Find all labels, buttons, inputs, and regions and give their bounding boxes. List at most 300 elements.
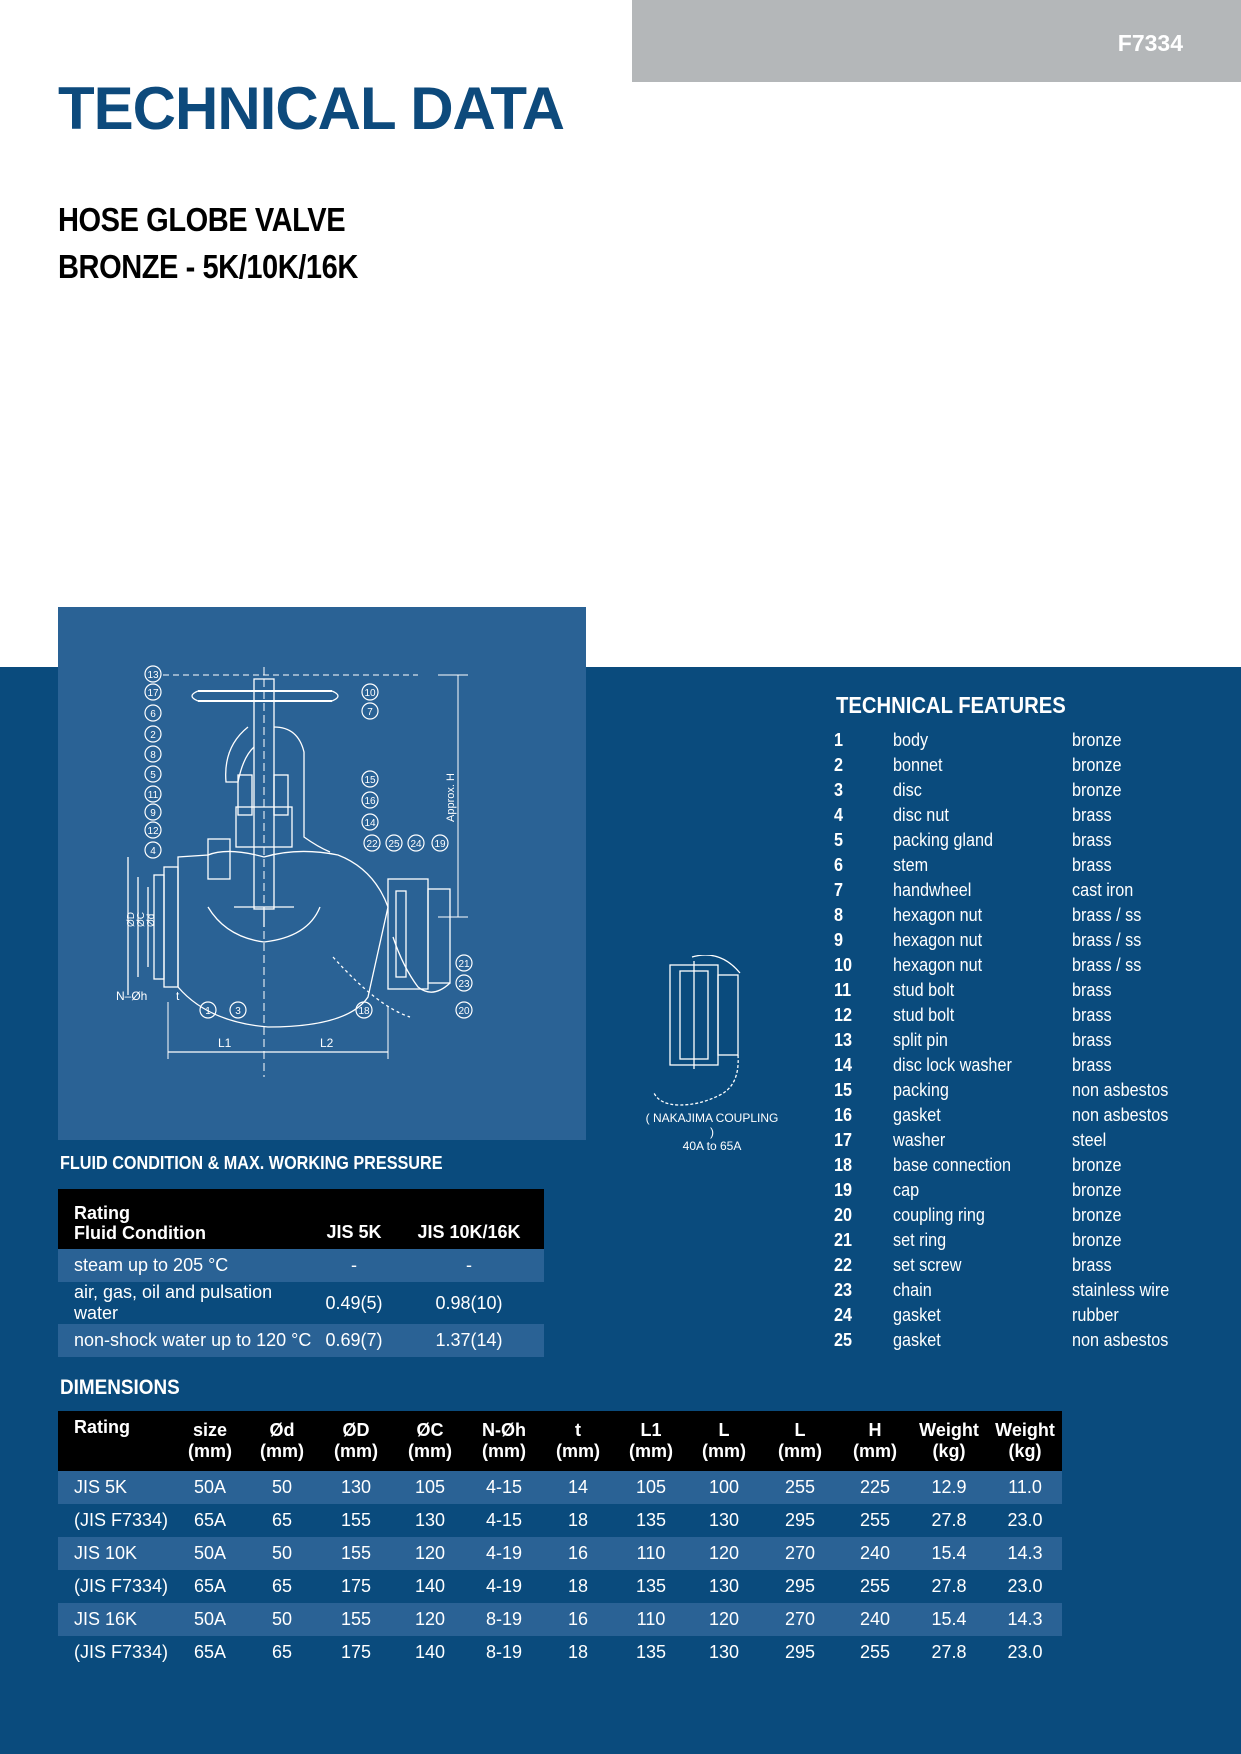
feature-part: hexagon nut bbox=[893, 930, 983, 950]
svg-text:5: 5 bbox=[150, 770, 156, 781]
callout-12 bbox=[145, 822, 161, 838]
feature-part: chain bbox=[893, 1280, 932, 1300]
feature-number: 25 bbox=[834, 1330, 853, 1350]
feature-number: 10 bbox=[834, 955, 853, 975]
feature-row bbox=[834, 1180, 1234, 1205]
svg-text:17: 17 bbox=[147, 688, 159, 699]
feature-material: brass bbox=[1072, 1005, 1112, 1025]
dimensions-cell: 295 bbox=[760, 1570, 840, 1603]
dimensions-cell: 65A bbox=[174, 1504, 246, 1537]
dimensions-cell: 18 bbox=[542, 1636, 614, 1669]
feature-part: stud bolt bbox=[893, 1005, 955, 1025]
dimensions-cell: 270 bbox=[760, 1537, 840, 1570]
fluid-header-jis10: JIS 10K/16K bbox=[394, 1189, 544, 1249]
feature-material: brass bbox=[1072, 1055, 1112, 1075]
feature-material: non asbestos bbox=[1072, 1330, 1169, 1350]
feature-row bbox=[834, 1080, 1234, 1105]
feature-material: bronze bbox=[1072, 755, 1122, 775]
feature-number: 4 bbox=[834, 805, 844, 825]
fluid-row bbox=[58, 1249, 544, 1282]
feature-number: 24 bbox=[834, 1305, 853, 1325]
feature-row bbox=[834, 1030, 1234, 1055]
feature-material: bronze bbox=[1072, 1230, 1122, 1250]
fluid-condition: air, gas, oil and pulsation water bbox=[58, 1282, 314, 1324]
callout-20 bbox=[456, 1002, 472, 1018]
dimensions-cell: 255 bbox=[840, 1636, 910, 1669]
dimensions-cell: 4-19 bbox=[466, 1537, 542, 1570]
feature-material: stainless wire bbox=[1072, 1280, 1170, 1300]
dimensions-cell: 4-19 bbox=[466, 1570, 542, 1603]
dimensions-cell: 175 bbox=[318, 1570, 394, 1603]
feature-row bbox=[834, 1105, 1234, 1130]
header-unit: (mm) bbox=[334, 1441, 378, 1461]
header-unit: (mm) bbox=[629, 1441, 673, 1461]
feature-number: 15 bbox=[834, 1080, 853, 1100]
dimensions-cell: 11.0 bbox=[988, 1471, 1062, 1504]
dimensions-cell: 135 bbox=[614, 1504, 688, 1537]
dimensions-row bbox=[58, 1471, 1062, 1504]
feature-row bbox=[834, 780, 1234, 805]
feature-material: cast iron bbox=[1072, 880, 1134, 900]
dimensions-cell: 27.8 bbox=[910, 1570, 988, 1603]
dimensions-cell: 155 bbox=[318, 1603, 394, 1636]
feature-material: steel bbox=[1072, 1130, 1107, 1150]
svg-text:1: 1 bbox=[205, 1006, 211, 1017]
feature-material: bronze bbox=[1072, 780, 1122, 800]
feature-row bbox=[834, 1330, 1234, 1355]
feature-material: bronze bbox=[1072, 1205, 1122, 1225]
diagram-label-od: ØD bbox=[126, 912, 137, 927]
feature-material: brass / ss bbox=[1072, 955, 1142, 975]
feature-row bbox=[834, 805, 1234, 830]
header-label: Ød bbox=[269, 1420, 295, 1440]
feature-material: brass bbox=[1072, 855, 1112, 875]
dimensions-header-cell bbox=[840, 1411, 910, 1471]
svg-text:14: 14 bbox=[364, 818, 376, 829]
dimensions-header-cell bbox=[318, 1411, 394, 1471]
dimensions-cell: 130 bbox=[688, 1504, 760, 1537]
product-name: HOSE GLOBE VALVE bbox=[58, 201, 346, 238]
dimensions-row bbox=[58, 1603, 1062, 1636]
dimensions-header-cell bbox=[760, 1411, 840, 1471]
header-unit: (mm) bbox=[260, 1441, 304, 1461]
dimensions-cell: 120 bbox=[394, 1537, 466, 1570]
dimensions-header-cell bbox=[246, 1411, 318, 1471]
fluid-jis5-value: - bbox=[314, 1249, 394, 1282]
fluid-title: FLUID CONDITION & MAX. WORKING PRESSURE bbox=[60, 1153, 443, 1173]
dimensions-cell: (JIS F7334) bbox=[58, 1636, 174, 1669]
header-label: size bbox=[192, 1420, 228, 1440]
feature-part: bonnet bbox=[893, 755, 943, 775]
callout-18 bbox=[356, 1002, 372, 1018]
dimensions-cell: 295 bbox=[760, 1504, 840, 1537]
dimensions-cell: 15.4 bbox=[910, 1537, 988, 1570]
dimensions-cell: 120 bbox=[688, 1603, 760, 1636]
dimensions-cell: 27.8 bbox=[910, 1636, 988, 1669]
product-title bbox=[58, 196, 358, 290]
dimensions-cell: 16 bbox=[542, 1537, 614, 1570]
header-unit: (kg) bbox=[932, 1441, 966, 1461]
dimensions-cell: 50 bbox=[246, 1471, 318, 1504]
svg-text:22: 22 bbox=[366, 839, 378, 850]
callout-14 bbox=[362, 814, 378, 830]
dimensions-cell: 4-15 bbox=[466, 1471, 542, 1504]
feature-row bbox=[834, 755, 1234, 780]
callout-13 bbox=[145, 666, 161, 682]
header-unit: (mm) bbox=[482, 1441, 526, 1461]
feature-part: base connection bbox=[893, 1155, 1011, 1175]
dimensions-header-cell bbox=[394, 1411, 466, 1471]
feature-number: 1 bbox=[834, 730, 844, 750]
svg-text:9: 9 bbox=[150, 808, 156, 819]
svg-text:25: 25 bbox=[388, 839, 400, 850]
dimensions-cell: 50A bbox=[174, 1471, 246, 1504]
feature-row bbox=[834, 1230, 1234, 1255]
feature-row bbox=[834, 930, 1234, 955]
feature-part: gasket bbox=[893, 1305, 941, 1325]
callout-22 bbox=[364, 835, 380, 851]
feature-part: disc nut bbox=[893, 805, 949, 825]
dimensions-cell: 100 bbox=[688, 1471, 760, 1504]
dimensions-cell: 110 bbox=[614, 1537, 688, 1570]
dimensions-cell: 16 bbox=[542, 1603, 614, 1636]
diagram-label-noh: N–Øh bbox=[116, 989, 148, 1003]
coupling-caption bbox=[642, 1111, 782, 1153]
dimensions-cell: 18 bbox=[542, 1570, 614, 1603]
feature-row bbox=[834, 1130, 1234, 1155]
dimensions-row bbox=[58, 1636, 1062, 1669]
dimensions-row bbox=[58, 1537, 1062, 1570]
feature-number: 6 bbox=[834, 855, 844, 875]
dimensions-header-cell bbox=[58, 1411, 174, 1471]
dimensions-cell: 23.0 bbox=[988, 1570, 1062, 1603]
part-callouts bbox=[145, 666, 472, 1018]
dimensions-cell: 240 bbox=[840, 1537, 910, 1570]
feature-part: disc bbox=[893, 780, 922, 800]
feature-part: set ring bbox=[893, 1230, 947, 1250]
feature-part: packing bbox=[893, 1080, 949, 1100]
callout-3 bbox=[230, 1002, 246, 1018]
valve-drawing bbox=[58, 607, 586, 1140]
dimensions-cell: 65 bbox=[246, 1570, 318, 1603]
diagram-label-oc: ØC bbox=[136, 912, 147, 927]
feature-material: bronze bbox=[1072, 1155, 1122, 1175]
dimensions-cell: 255 bbox=[760, 1471, 840, 1504]
svg-text:20: 20 bbox=[458, 1006, 470, 1017]
dimensions-header-cell bbox=[542, 1411, 614, 1471]
feature-part: set screw bbox=[893, 1255, 962, 1275]
fluid-header-jis5: JIS 5K bbox=[314, 1189, 394, 1249]
dimensions-cell: JIS 10K bbox=[58, 1537, 174, 1570]
diagram-label-t: t bbox=[176, 989, 180, 1003]
dimensions-cell: 130 bbox=[394, 1504, 466, 1537]
feature-row bbox=[834, 730, 1234, 755]
feature-material: non asbestos bbox=[1072, 1105, 1169, 1125]
svg-text:10: 10 bbox=[364, 688, 376, 699]
callout-19 bbox=[432, 835, 448, 851]
header-label: N-Øh bbox=[482, 1420, 526, 1440]
feature-number: 23 bbox=[834, 1280, 853, 1300]
header-unit: (kg) bbox=[1008, 1441, 1042, 1461]
header-label: Weight bbox=[995, 1420, 1055, 1440]
dimensions-cell: 14 bbox=[542, 1471, 614, 1504]
features-list bbox=[834, 730, 1234, 1355]
callout-15 bbox=[362, 771, 378, 787]
feature-number: 20 bbox=[834, 1205, 853, 1225]
dimensions-title: DIMENSIONS bbox=[60, 1376, 180, 1399]
coupling-caption-line1: ( NAKAJIMA COUPLING ) bbox=[645, 1111, 779, 1139]
dimensions-cell: 135 bbox=[614, 1636, 688, 1669]
header-unit: (mm) bbox=[408, 1441, 452, 1461]
dimensions-cell: 130 bbox=[688, 1570, 760, 1603]
coupling-caption-line2: 40A to 65A bbox=[682, 1139, 742, 1153]
dimensions-header-cell bbox=[174, 1411, 246, 1471]
dimensions-cell: 65 bbox=[246, 1504, 318, 1537]
feature-material: brass bbox=[1072, 805, 1112, 825]
diagram-label-sd: Ød bbox=[146, 913, 157, 927]
dimensions-cell: 65A bbox=[174, 1636, 246, 1669]
dimensions-cell: (JIS F7334) bbox=[58, 1570, 174, 1603]
callout-23 bbox=[456, 975, 472, 991]
feature-number: 2 bbox=[834, 755, 844, 775]
feature-part: hexagon nut bbox=[893, 955, 983, 975]
feature-row bbox=[834, 880, 1234, 905]
svg-text:19: 19 bbox=[434, 839, 446, 850]
dimensions-cell: 120 bbox=[688, 1537, 760, 1570]
feature-part: handwheel bbox=[893, 880, 972, 900]
dimensions-cell: 295 bbox=[760, 1636, 840, 1669]
feature-number: 8 bbox=[834, 905, 844, 925]
fluid-row bbox=[58, 1282, 544, 1324]
svg-text:12: 12 bbox=[147, 826, 159, 837]
svg-text:8: 8 bbox=[150, 750, 156, 761]
feature-part: stud bolt bbox=[893, 980, 955, 1000]
feature-material: brass / ss bbox=[1072, 905, 1142, 925]
feature-row bbox=[834, 1305, 1234, 1330]
dimensions-header-cell bbox=[988, 1411, 1062, 1471]
feature-material: rubber bbox=[1072, 1305, 1119, 1325]
header-unit: (mm) bbox=[853, 1441, 897, 1461]
fluid-condition: non-shock water up to 120 °C bbox=[58, 1324, 314, 1357]
svg-text:24: 24 bbox=[410, 839, 422, 850]
diagram-label-l2: L2 bbox=[320, 1036, 334, 1050]
dimensions-header-row bbox=[58, 1411, 1062, 1471]
callout-10 bbox=[362, 684, 378, 700]
svg-text:2: 2 bbox=[150, 730, 156, 741]
feature-row bbox=[834, 1155, 1234, 1180]
feature-part: washer bbox=[893, 1130, 946, 1150]
header-code-bar bbox=[632, 0, 1241, 82]
svg-text:23: 23 bbox=[458, 979, 470, 990]
callout-6 bbox=[145, 705, 161, 721]
feature-part: packing gland bbox=[893, 830, 993, 850]
feature-part: body bbox=[893, 730, 929, 750]
dimensions-cell: 135 bbox=[614, 1570, 688, 1603]
fluid-header-fluid: Fluid Condition bbox=[74, 1223, 206, 1243]
callout-25 bbox=[386, 835, 402, 851]
dimensions-table bbox=[58, 1411, 1062, 1669]
callout-2 bbox=[145, 726, 161, 742]
header-unit: (mm) bbox=[702, 1441, 746, 1461]
header-unit: (mm) bbox=[556, 1441, 600, 1461]
dimensions-header-cell bbox=[688, 1411, 760, 1471]
feature-material: bronze bbox=[1072, 1180, 1122, 1200]
fluid-row bbox=[58, 1324, 544, 1357]
dimensions-cell: 14.3 bbox=[988, 1537, 1062, 1570]
dimensions-cell: 4-15 bbox=[466, 1504, 542, 1537]
svg-text:13: 13 bbox=[147, 670, 159, 681]
dimensions-cell: 105 bbox=[394, 1471, 466, 1504]
header-label: H bbox=[868, 1420, 882, 1440]
feature-material: brass bbox=[1072, 980, 1112, 1000]
fluid-table-header bbox=[58, 1189, 544, 1249]
diagram-label-l1: L1 bbox=[218, 1036, 232, 1050]
callout-16 bbox=[362, 792, 378, 808]
callout-9 bbox=[145, 804, 161, 820]
svg-text:16: 16 bbox=[364, 796, 376, 807]
dimensions-cell: 120 bbox=[394, 1603, 466, 1636]
dimensions-cell: 110 bbox=[614, 1603, 688, 1636]
callout-21 bbox=[456, 955, 472, 971]
dimensions-cell: (JIS F7334) bbox=[58, 1504, 174, 1537]
dimensions-cell: 12.9 bbox=[910, 1471, 988, 1504]
feature-material: brass / ss bbox=[1072, 930, 1142, 950]
feature-part: cap bbox=[893, 1180, 920, 1200]
callout-7 bbox=[362, 703, 378, 719]
dimensions-cell: 130 bbox=[318, 1471, 394, 1504]
dimensions-cell: 50A bbox=[174, 1603, 246, 1636]
feature-number: 11 bbox=[834, 980, 852, 1000]
callout-11 bbox=[145, 786, 161, 802]
fluid-jis10-value: - bbox=[394, 1249, 544, 1282]
svg-text:15: 15 bbox=[364, 775, 376, 786]
svg-text:18: 18 bbox=[358, 1006, 370, 1017]
product-code: F7334 bbox=[1117, 30, 1183, 56]
dimensions-cell: 65A bbox=[174, 1570, 246, 1603]
feature-row bbox=[834, 855, 1234, 880]
page-title: TECHNICAL DATA bbox=[58, 75, 564, 142]
dimensions-cell: 8-19 bbox=[466, 1603, 542, 1636]
header-unit: (mm) bbox=[778, 1441, 822, 1461]
feature-row bbox=[834, 830, 1234, 855]
feature-part: disc lock washer bbox=[893, 1055, 1012, 1075]
dimensions-cell: 155 bbox=[318, 1537, 394, 1570]
dimensions-cell: 50 bbox=[246, 1537, 318, 1570]
fluid-jis10-value: 0.98(10) bbox=[394, 1282, 544, 1324]
dimensions-cell: JIS 5K bbox=[58, 1471, 174, 1504]
features-title: TECHNICAL FEATURES bbox=[836, 692, 1066, 718]
dimensions-cell: 65 bbox=[246, 1636, 318, 1669]
feature-number: 22 bbox=[834, 1255, 853, 1275]
dimensions-header-cell bbox=[614, 1411, 688, 1471]
svg-text:21: 21 bbox=[458, 959, 470, 970]
feature-row bbox=[834, 1055, 1234, 1080]
feature-row bbox=[834, 905, 1234, 930]
header-label: ØD bbox=[342, 1420, 370, 1440]
product-rating: BRONZE - 5K/10K/16K bbox=[58, 248, 358, 285]
fluid-condition: steam up to 205 °C bbox=[58, 1249, 314, 1282]
header-label: Weight bbox=[919, 1420, 979, 1440]
dimensions-cell: JIS 16K bbox=[58, 1603, 174, 1636]
header-label: ØC bbox=[416, 1420, 444, 1440]
feature-row bbox=[834, 1255, 1234, 1280]
fluid-header-rating: Rating bbox=[74, 1203, 130, 1223]
dimensions-cell: 27.8 bbox=[910, 1504, 988, 1537]
callout-1 bbox=[200, 1002, 216, 1018]
dimensions-cell: 50 bbox=[246, 1603, 318, 1636]
fluid-jis10-value: 1.37(14) bbox=[394, 1324, 544, 1357]
feature-row bbox=[834, 980, 1234, 1005]
feature-number: 12 bbox=[834, 1005, 853, 1025]
feature-number: 19 bbox=[834, 1180, 853, 1200]
svg-text:3: 3 bbox=[235, 1006, 241, 1017]
dimensions-cell: 240 bbox=[840, 1603, 910, 1636]
callout-24 bbox=[408, 835, 424, 851]
svg-text:7: 7 bbox=[367, 707, 373, 718]
dimensions-cell: 155 bbox=[318, 1504, 394, 1537]
svg-text:4: 4 bbox=[150, 846, 156, 857]
feature-row bbox=[834, 955, 1234, 980]
dimensions-cell: 175 bbox=[318, 1636, 394, 1669]
feature-row bbox=[834, 1280, 1234, 1305]
dimensions-cell: 140 bbox=[394, 1570, 466, 1603]
feature-material: non asbestos bbox=[1072, 1080, 1169, 1100]
dimensions-cell: 50A bbox=[174, 1537, 246, 1570]
dimensions-header-cell bbox=[910, 1411, 988, 1471]
feature-part: stem bbox=[893, 855, 929, 875]
feature-material: bronze bbox=[1072, 730, 1122, 750]
dimensions-header-cell bbox=[466, 1411, 542, 1471]
dimensions-row bbox=[58, 1504, 1062, 1537]
feature-material: brass bbox=[1072, 1255, 1112, 1275]
feature-material: brass bbox=[1072, 830, 1112, 850]
dimensions-cell: 105 bbox=[614, 1471, 688, 1504]
fluid-jis5-value: 0.49(5) bbox=[314, 1282, 394, 1324]
feature-part: coupling ring bbox=[893, 1205, 985, 1225]
dimensions-cell: 255 bbox=[840, 1570, 910, 1603]
header-label: L bbox=[718, 1420, 730, 1440]
dimensions-cell: 270 bbox=[760, 1603, 840, 1636]
feature-number: 5 bbox=[834, 830, 844, 850]
dimensions-cell: 23.0 bbox=[988, 1504, 1062, 1537]
dimensions-cell: 8-19 bbox=[466, 1636, 542, 1669]
fluid-header-condition bbox=[58, 1189, 314, 1249]
feature-number: 16 bbox=[834, 1105, 853, 1125]
feature-number: 7 bbox=[834, 880, 844, 900]
dimensions-cell: 18 bbox=[542, 1504, 614, 1537]
dimensions-cell: 255 bbox=[840, 1504, 910, 1537]
feature-part: hexagon nut bbox=[893, 905, 983, 925]
dimensions-row bbox=[58, 1570, 1062, 1603]
feature-number: 17 bbox=[834, 1130, 853, 1150]
feature-part: split pin bbox=[893, 1030, 948, 1050]
callout-17 bbox=[145, 684, 161, 700]
feature-part: gasket bbox=[893, 1330, 941, 1350]
feature-part: gasket bbox=[893, 1105, 941, 1125]
header-label: t bbox=[575, 1420, 581, 1440]
fluid-jis5-value: 0.69(7) bbox=[314, 1324, 394, 1357]
feature-row bbox=[834, 1005, 1234, 1030]
callout-4 bbox=[145, 842, 161, 858]
dimensions-cell: 15.4 bbox=[910, 1603, 988, 1636]
feature-number: 3 bbox=[834, 780, 844, 800]
feature-number: 21 bbox=[834, 1230, 853, 1250]
feature-number: 14 bbox=[834, 1055, 853, 1075]
header-unit: (mm) bbox=[188, 1441, 232, 1461]
feature-row bbox=[834, 1205, 1234, 1230]
svg-text:11: 11 bbox=[147, 790, 159, 801]
dimensions-cell: 23.0 bbox=[988, 1636, 1062, 1669]
